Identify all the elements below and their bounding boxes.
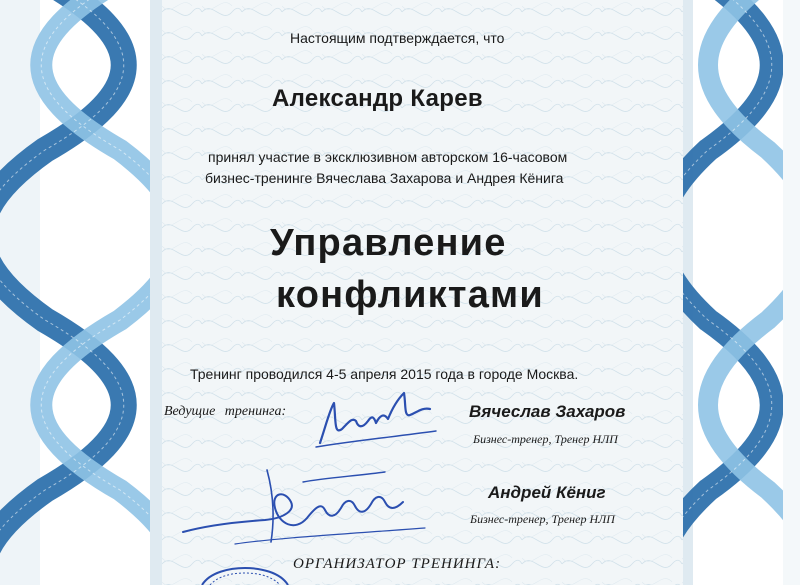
trainer-2-name: Андрей Кёниг (488, 483, 606, 502)
stamp-image (200, 566, 290, 585)
trainer-1-role: Бизнес-тренер, Тренер НЛП (473, 432, 618, 446)
trainer-1-name: Вячеслав Захаров (469, 402, 626, 421)
braid-ornament-right (683, 0, 800, 585)
recipient-name: Александр Карев (272, 85, 483, 112)
training-title-line-1: Управление (270, 222, 507, 264)
dates-location-text: Тренинг проводился 4-5 апреля 2015 года в городе Москва. (190, 366, 579, 382)
training-title-line-2: конфликтами (276, 274, 544, 316)
leaders-label: Ведущие тренинга: (164, 404, 287, 419)
intro-text: Настоящим подтверждается, что (290, 30, 505, 46)
decorative-border-left (0, 0, 162, 585)
signature-1-image (312, 385, 442, 455)
organizer-label: ОРГАНИЗАТОР ТРЕНИНГА: (293, 556, 502, 572)
description-line-1: принял участие в эксклюзивном авторском 16-часовом (208, 149, 568, 165)
trainer-2-role: Бизнес-тренер, Тренер НЛП (470, 512, 615, 526)
decorative-border-right (683, 0, 800, 585)
description-line-2: бизнес-тренинге Вячеслава Захарова и Андрея Кёнига (205, 170, 564, 186)
braid-ornament-left (0, 0, 162, 585)
signature-2-image (175, 462, 435, 552)
